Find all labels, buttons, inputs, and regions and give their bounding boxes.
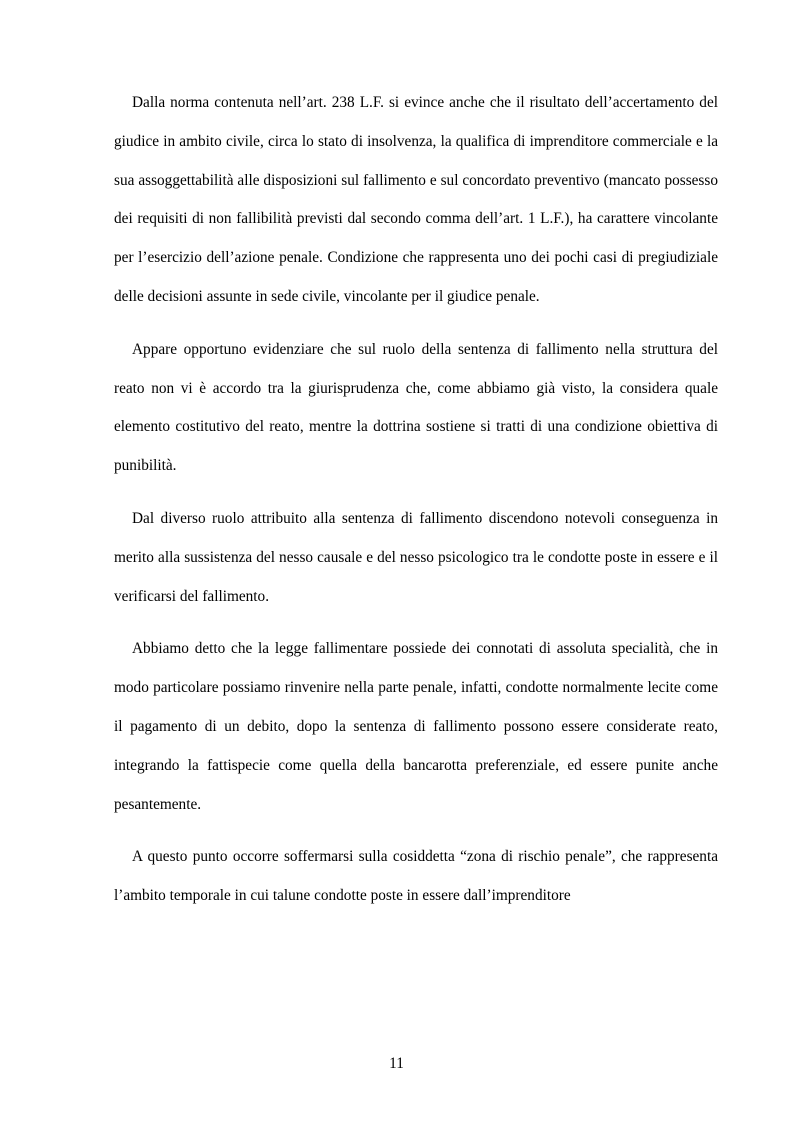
page-number: 11	[389, 1055, 404, 1072]
paragraph-4: Abbiamo detto che la legge fallimentare possiede dei connotati di assoluta specialità, che in modo particolare possiamo rinvenire nella parte penale, infatti, condotte normalmente lecite come il pagamento di un debito, dopo la sentenza di fallimento possono essere considerate reato, integrando la fattispecie come quella della bancarotta preferenziale, ed essere punite anche pesantemente.	[114, 640, 718, 813]
paragraph-3: Dal diverso ruolo attribuito alla sentenza di fallimento discendono notevoli conseguenza in merito alla sussistenza del nesso causale e del nesso psicologico tra le condotte poste in essere e il verificarsi del fallimento.	[114, 509, 718, 605]
paragraph-1: Dalla norma contenuta nell’art. 238 L.F. si evince anche che il risultato dell’accertamento del giudice in ambito civile, circa lo stato di insolvenza, la qualifica di imprenditore commerciale e la sua assoggettabilità alle disposizioni sul fallimento e sul concordato preventivo (mancato possesso dei requisiti di non fallibilità previsti dal secondo comma dell’art. 1 L.F.), ha carattere vincolante per l’esercizio dell’azione penale. Condizione che rappresenta uno dei pochi casi di pregiudiziale delle decisioni assunte in sede civile, vincolante per il giudice penale.	[114, 94, 718, 305]
body-text	[114, 84, 718, 930]
paragraph-2: Appare opportuno evidenziare che sul ruolo della sentenza di fallimento nella struttura del reato non vi è accordo tra la giurisprudenza che, come abbiamo già visto, la considera quale elemento costitutivo del reato, mentre la dottrina sostiene si tratti di una condizione obiettiva di punibilità.	[114, 340, 718, 475]
paragraph-5: A questo punto occorre soffermarsi sulla cosiddetta “zona di rischio penale”, che rappresenta l’ambito temporale in cui talune condotte poste in essere dall’imprenditore	[114, 848, 718, 905]
